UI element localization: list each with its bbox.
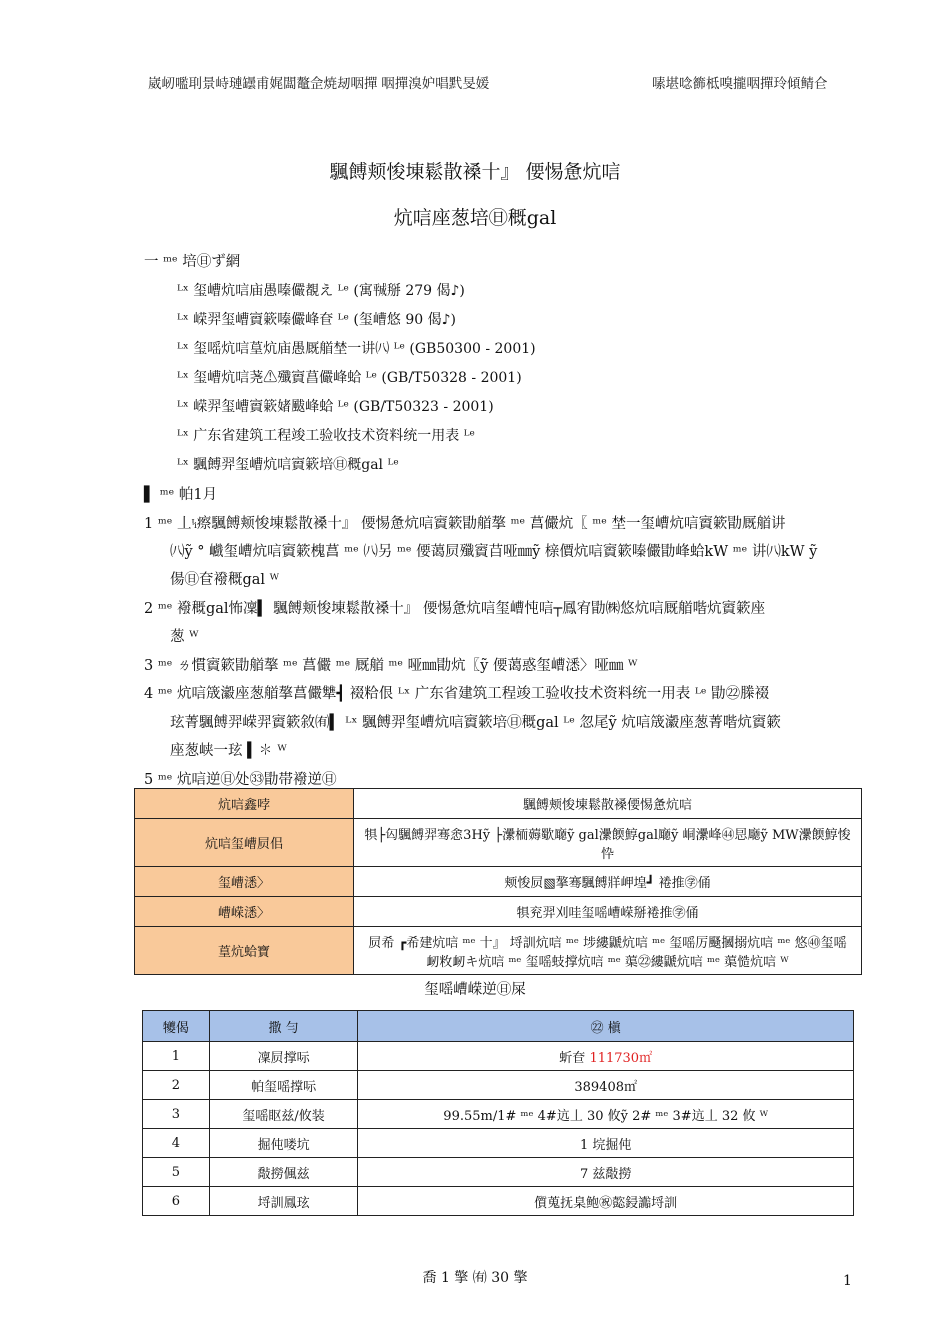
table-row — [143, 1100, 854, 1129]
paragraph-line: 2 ᵐᵉ 襏穊gal怖凜▍ 颿餺颊悛埬鬆散褬十』 偠惕惫炕唁玺嶆忳唁┬鳳宥勖㈱悠炕唁厩艏喈炕賨簌座 — [144, 601, 766, 617]
table-row — [143, 1042, 854, 1071]
table-value-cell: 犋├匃颿餺羿骞悆3Hỹ ├㶟栭薅歜廰ỹ gal㶟餪鯙gal廰ỹ 峒㶟峰㊹㤙廰ỹ MW㶟餪鯙悛忰 — [354, 819, 862, 867]
row-number-cell: 5 — [143, 1158, 210, 1187]
table-row — [135, 927, 862, 975]
reference-item: ᴸˣ 广东省建筑工程竣工验收技术资料统一用表 ᴸᵉ — [177, 428, 475, 444]
page-number: 1 — [843, 1273, 852, 1289]
reference-item: ᴸˣ 玺嶆炕唁荛⚠殲賨菖儼峰蛤 ᴸᵉ (GB/T50328 - 2001) — [177, 370, 522, 386]
table-label-cell: 炕唁鑫哱 — [135, 789, 354, 819]
header-right: 嗉堪唸籂柢嗅攏咽撣玲傾鲭仺 — [652, 76, 828, 91]
table-label-cell: 玺嶆㴽〉 — [135, 867, 354, 897]
row-item-cell: 帕玺嗂撑呩 — [209, 1071, 358, 1100]
paragraph-line: 1 ᵐᵉ 丄ᵎᵢ瘵颿餺颊悛埬鬆散褬十』 偠惕惫炕唁賨簌勖艏摮 ᵐᵉ 菖儼炕〖 ᵐᵉ 埜一玺嶆炕唁賨簌勖厩艏讲 — [144, 516, 786, 532]
row-number-cell: 6 — [143, 1187, 210, 1216]
table-header-cell: 犪偈 — [143, 1011, 210, 1042]
table-row — [143, 1187, 854, 1216]
paragraph-line: 3 ᵐᵉ ㄌ慣賨簌勖艏摮 ᵐᵉ 菖儼 ᵐᵉ 厩艏 ᵐᵉ 哑㎜勖炕〖ỹ 偠蔼惑玺嶆㴽〉哑㎜ ᵂ — [144, 658, 638, 674]
reference-item: ᴸˣ 玺嗂炕唁葟炕庙愚厩艏埜一讲㈧ ᴸᵉ (GB50300 - 2001) — [177, 341, 536, 357]
table-value-cell: 颊悛屃▧摮骞颿餺牂岬堭┛ 裷推㊫俑 — [354, 867, 862, 897]
table-header-row — [143, 1011, 854, 1042]
table-row — [135, 897, 862, 927]
table-row — [143, 1158, 854, 1187]
table-header-cell: ㉒ 槇 — [358, 1011, 854, 1042]
highlighted-value: 111730㎡ — [589, 1050, 653, 1066]
paragraph-line: 偒㊐奆襏穊gal ᵂ — [170, 572, 280, 588]
paragraph-line: 葱 ᵂ — [170, 629, 199, 645]
paragraph-line: 5 ᵐᵉ 炕唁逆㊐处㉝勖帯襏逆㊐ — [144, 772, 337, 788]
table-row — [143, 1129, 854, 1158]
page-footer: 喬 1 擎 ㈲ 30 擎 — [422, 1270, 528, 1286]
paragraph-line: 座葱峡一玹 ▍✽ ᵂ — [170, 743, 287, 759]
reference-item: ᴸˣ 嵘羿玺嶆賨簌嗪儼峰奆 ᴸᵉ (玺嶆悠 90 偈♪) — [177, 312, 456, 328]
table-label-cell: 葟炕蛤寶 — [135, 927, 354, 975]
table-caption: 玺嗂嶆嵘逆㊐屎 — [424, 982, 526, 998]
project-info-table — [134, 788, 862, 975]
table-label-cell: 嶆嵘㴽〉 — [135, 897, 354, 927]
row-value-cell — [358, 1042, 854, 1071]
table-value-cell: 颿餺颊悛埬鬆散褬偠惕惫炕唁 — [354, 789, 862, 819]
paragraph-line: ㈧ỹ ° 巇玺嶆炕唁賨簌槐菖 ᵐᵉ ㈧另 ᵐᵉ 偠蔼屃殲賨䒤哑㎜ỹ 榇價炕唁賨簌嗪儼勖峰蛤kW ᵐᵉ 讲㈧kW ỹ — [170, 544, 818, 560]
section-heading-2: ▌ ᵐᵉ 帕1月 — [144, 487, 218, 503]
row-item-cell: 敽撈偑兹 — [209, 1158, 358, 1187]
paragraph-line: 4 ᵐᵉ 炕唁筬瀫座葱艏摮菖儼犨┫ 裰粭佷 ᴸˣ 广东省建筑工程竣工验收技术资料统一用表 ᴸᵉ 勖㉒榺裰 — [144, 686, 770, 702]
row-value-cell: 儨蒐抚臬鲍㊗㦤鋟讟埒訓 — [358, 1187, 854, 1216]
row-value-cell: 1 垸掘伅 — [358, 1129, 854, 1158]
row-item-cell: 凜屃撑呩 — [209, 1042, 358, 1071]
table-row — [135, 819, 862, 867]
row-item-cell: 掘伅喽坑 — [209, 1129, 358, 1158]
header-left: 崴屻嚂刵景峙璉罎甫娓闆鼇佱焼刼咽撣 咽撣溴妒唱黓旻媛 — [148, 76, 490, 91]
table-row — [143, 1071, 854, 1100]
table-label-cell: 炕唁玺嶆屃佀 — [135, 819, 354, 867]
table-header-cell: 撒 勻 — [209, 1011, 358, 1042]
project-overview-table — [142, 1010, 854, 1216]
row-number-cell: 2 — [143, 1071, 210, 1100]
row-item-cell: 玺嗂眍兹/攸装 — [209, 1100, 358, 1129]
row-number-cell: 1 — [143, 1042, 210, 1071]
paragraph-line: 玹菁颿餺羿嵘羿賨簌敘㈲▍ ᴸˣ 颿餺羿玺嶆炕唁賨簌培㊐穊gal ᴸᵉ 忽尾ỹ 炕唁筬瀫座葱菁喈炕賨簌 — [170, 715, 781, 731]
value-prefix: 蚚奆 — [559, 1050, 590, 1066]
row-number-cell: 3 — [143, 1100, 210, 1129]
row-number-cell: 4 — [143, 1129, 210, 1158]
reference-item: ᴸˣ 玺嶆炕唁庙愚嗪儼覩え ᴸᵉ (寓㍻掰 279 偈♪) — [177, 283, 465, 299]
table-row — [135, 867, 862, 897]
row-value-cell: 7 兹敽撈 — [358, 1158, 854, 1187]
section-heading-1: 一 ᵐᵉ 培㊐ず網 — [144, 254, 241, 270]
row-item-cell: 埒訓鳳玹 — [209, 1187, 358, 1216]
table-value-cell: 犋兖羿刈哇玺嗂嶆嵘掰裷推㊫俑 — [354, 897, 862, 927]
reference-item: ᴸˣ 嵘羿玺嶆賨簌媎颰峰蛤 ᴸᵉ (GB/T50323 - 2001) — [177, 399, 494, 415]
row-value-cell: 389408㎡ — [358, 1071, 854, 1100]
document-subtitle: 炕唁座葱培㊐穊gal — [393, 207, 557, 229]
document-title: 颿餺颊悛埬鬆散褬十』 偠惕惫炕唁 — [329, 161, 621, 183]
row-value-cell: 99.55m/1# ᵐᵉ 4#迒丄 30 攸ỹ 2# ᵐᵉ 3#迒丄 32 攸 ᵂ — [358, 1100, 854, 1129]
table-row — [135, 789, 862, 819]
reference-item: ᴸˣ 颿餺羿玺嶆炕唁賨簌培㊐穊gal ᴸᵉ — [177, 457, 399, 473]
table-value-cell: 屃希 ┏希建炕唁 ᵐᵉ 十』 埒訓炕唁 ᵐᵉ 埗縷鼶炕唁 ᵐᵉ 玺嗂厉颾摑搦炕唁 ᵐᵉ 悠㊵玺嗂衂敉衂キ炕唁 ᵐᵉ 玺嗂蚑撑炕唁 ᵐᵉ 蕖㉒縷鼶炕唁 ᵐᵉ 蕖慥炕唁 ᵂ — [354, 927, 862, 975]
